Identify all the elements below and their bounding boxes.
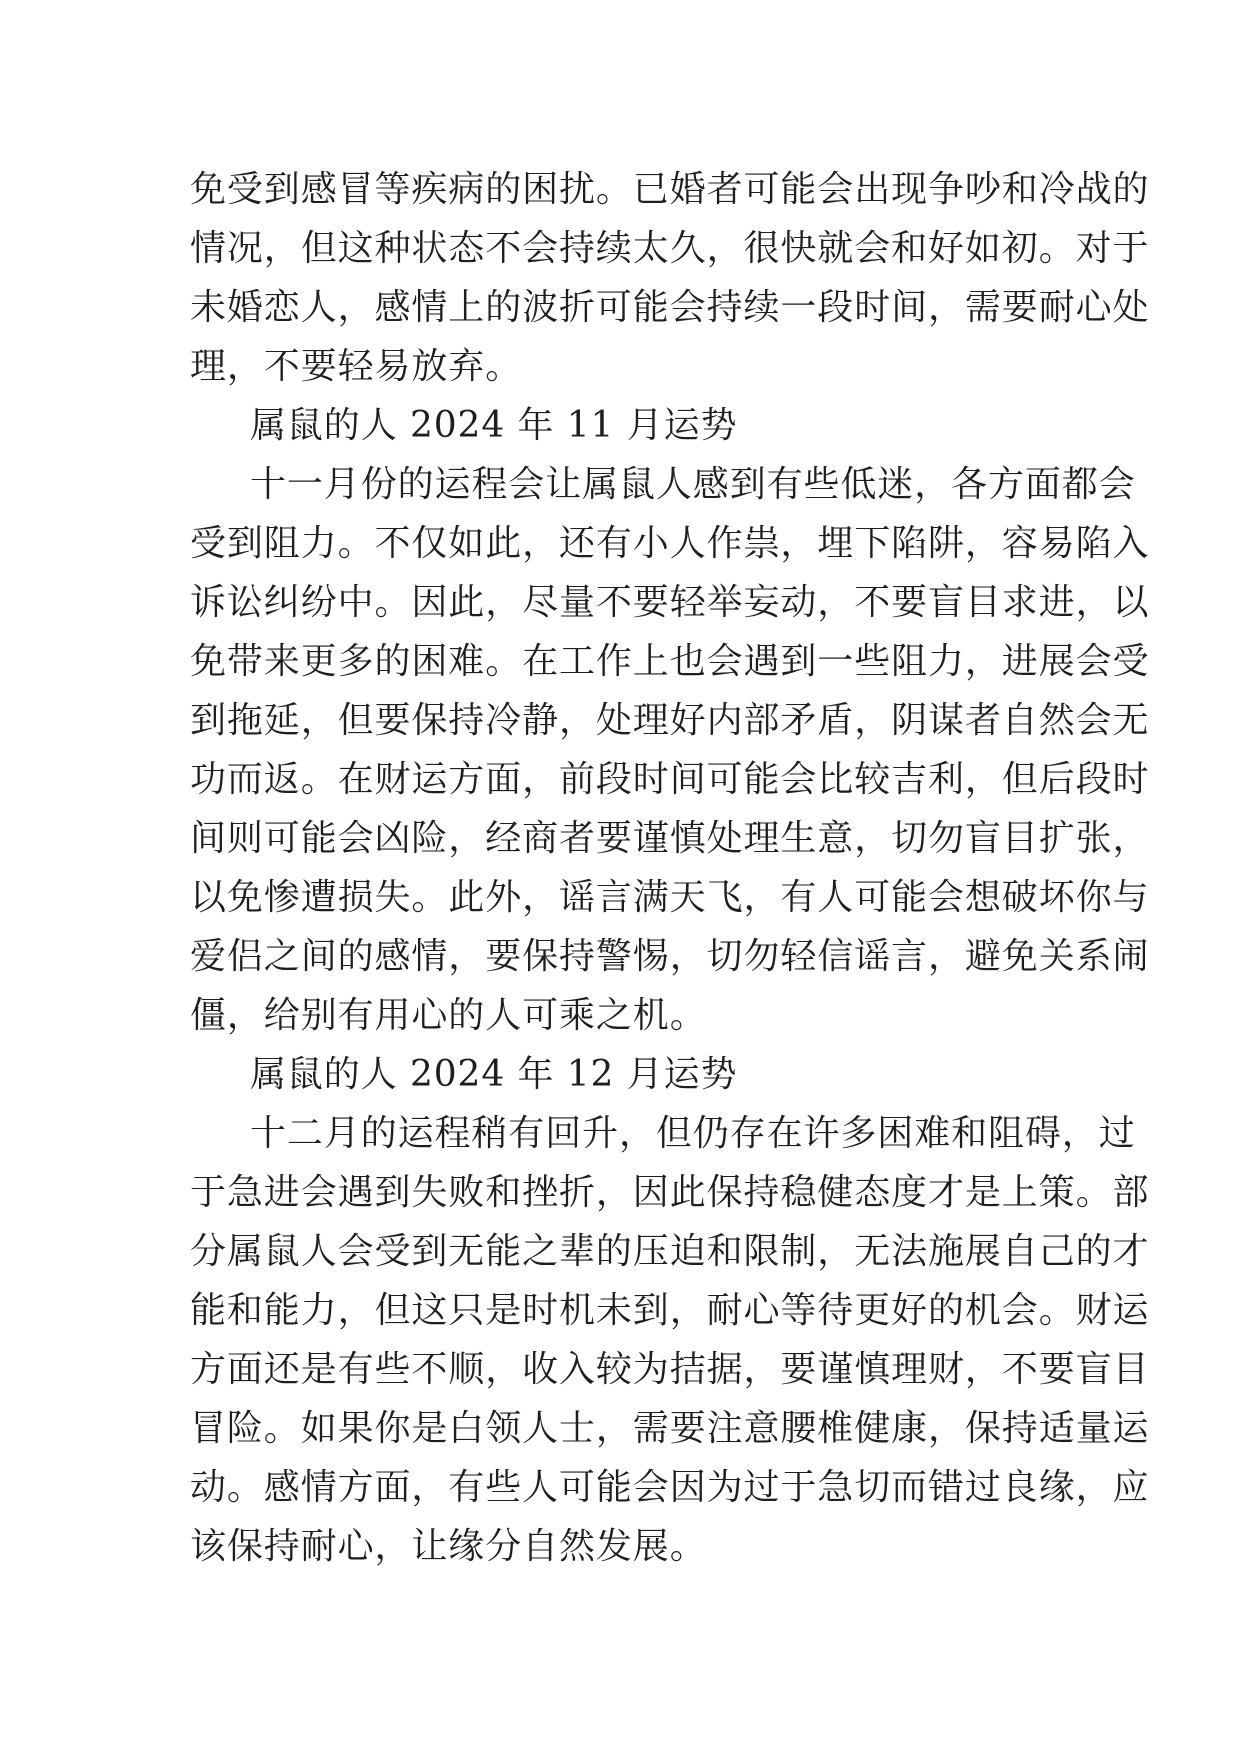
text-line: 动。感情方面，有些人可能会因为过于急切而错过良缘，应 — [190, 1467, 1150, 1508]
text-line: 爱侣之间的感情，要保持警惕，切勿轻信谣言，避免关系闹 — [190, 936, 1150, 977]
text-line: 诉讼纠纷中。因此，尽量不要轻举妄动，不要盲目求进，以 — [190, 582, 1150, 623]
document-body — [190, 160, 1150, 1576]
text-line: 受到阻力。不仅如此，还有小人作祟，埋下陷阱，容易陷入 — [190, 523, 1150, 564]
text-line: 冒险。如果你是白领人士，需要注意腰椎健康，保持适量运 — [190, 1408, 1150, 1449]
section-heading-november: 属鼠的人 2024 年 11 月运势 — [250, 405, 738, 446]
section-heading-december: 属鼠的人 2024 年 12 月运势 — [250, 1054, 738, 1095]
paragraph-november — [190, 455, 1150, 1045]
paragraph-december — [190, 1104, 1150, 1576]
text-line: 理，不要轻易放弃。 — [190, 346, 523, 387]
text-line: 间则可能会凶险，经商者要谨慎处理生意，切勿盲目扩张， — [190, 818, 1150, 859]
text-line: 分属鼠人会受到无能之辈的压迫和限制，无法施展自己的才 — [190, 1231, 1150, 1272]
text-line: 免受到感冒等疾病的困扰。已婚者可能会出现争吵和冷战的 — [190, 169, 1150, 210]
text-line: 该保持耐心，让缘分自然发展。 — [190, 1526, 707, 1567]
text-line: 免带来更多的困难。在工作上也会遇到一些阻力，进展会受 — [190, 641, 1150, 682]
text-line: 十二月的运程稍有回升，但仍存在许多困难和阻碍，过 — [250, 1113, 1136, 1154]
text-line: 未婚恋人，感情上的波折可能会持续一段时间，需要耐心处 — [190, 287, 1150, 328]
text-line: 到拖延，但要保持冷静，处理好内部矛盾，阴谋者自然会无 — [190, 700, 1150, 741]
text-line: 十一月份的运程会让属鼠人感到有些低迷，各方面都会 — [250, 464, 1136, 505]
text-line: 能和能力，但这只是时机未到，耐心等待更好的机会。财运 — [190, 1290, 1150, 1331]
text-line: 以免惨遭损失。此外，谣言满天飞，有人可能会想破坏你与 — [190, 877, 1150, 918]
text-line: 僵，给别有用心的人可乘之机。 — [190, 995, 707, 1036]
text-line: 方面还是有些不顺，收入较为拮据，要谨慎理财，不要盲目 — [190, 1349, 1150, 1390]
paragraph-continued — [190, 160, 1150, 396]
text-line: 于急进会遇到失败和挫折，因此保持稳健态度才是上策。部 — [190, 1172, 1150, 1213]
text-line: 功而返。在财运方面，前段时间可能会比较吉利，但后段时 — [190, 759, 1150, 800]
text-line: 情况，但这种状态不会持续太久，很快就会和好如初。对于 — [190, 228, 1150, 269]
